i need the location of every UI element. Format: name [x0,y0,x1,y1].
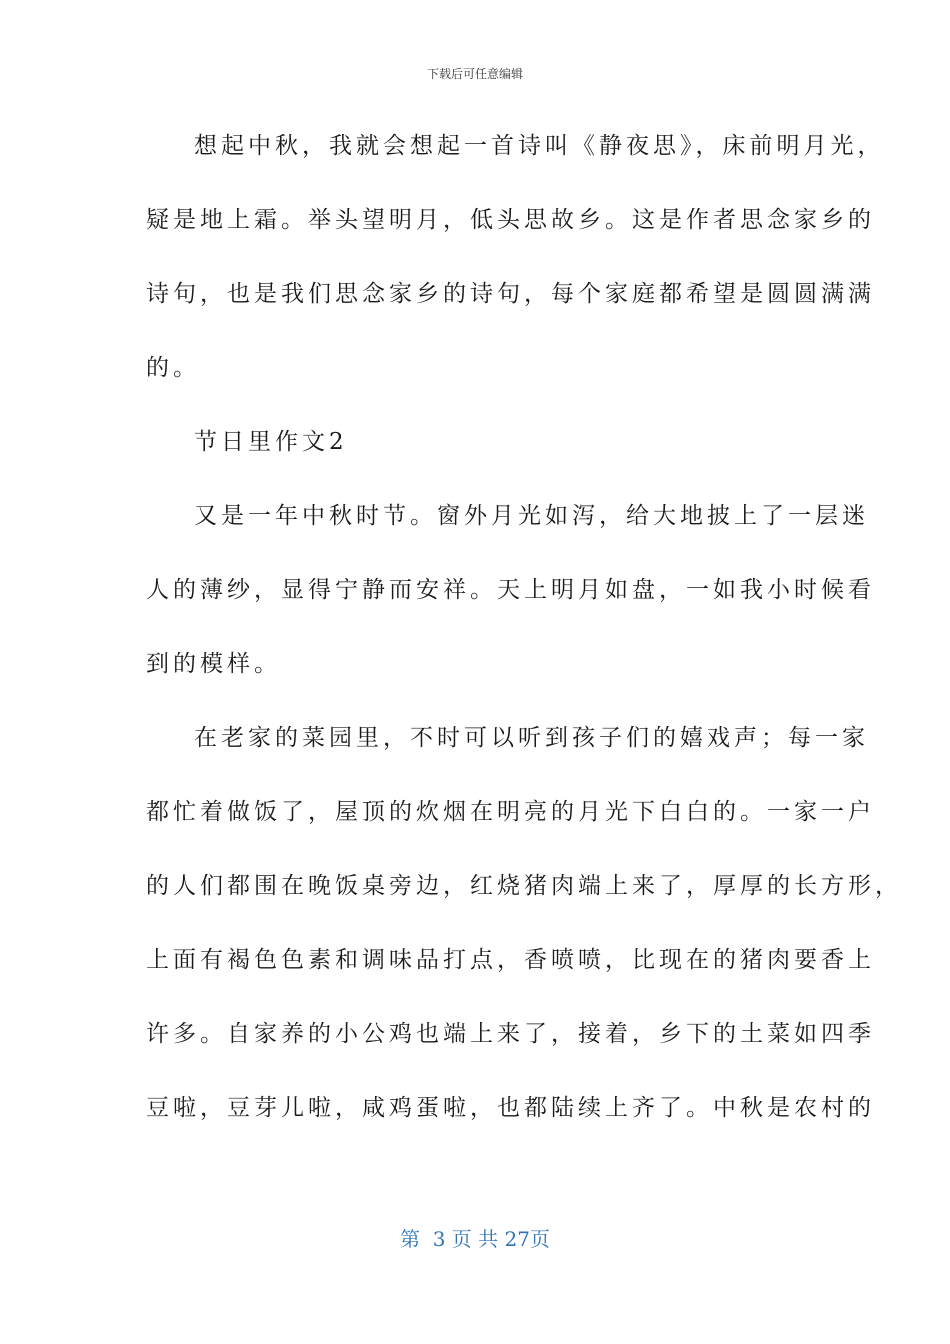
paragraph-line: 许多。自家养的小公鸡也端上来了，接着，乡下的土菜如四季 [146,1021,875,1047]
paragraph-line: 的。 [146,355,200,381]
paragraph-line: 疑是地上霜。举头望明月，低头思故乡。这是作者思念家乡的 [146,207,875,233]
paragraph-line: 诗句，也是我们思念家乡的诗句，每个家庭都希望是圆圆满满 [146,281,875,307]
paragraph-line: 的人们都围在晚饭桌旁边，红烧猪肉端上来了，厚厚的长方形， [146,873,902,899]
document-body [146,118,902,1154]
paragraph-line: 都忙着做饭了，屋顶的炊烟在明亮的月光下白白的。一家一户 [146,799,875,825]
section-heading: 节日里作文2 [194,429,348,455]
paragraph-line: 豆啦，豆芽儿啦，咸鸡蛋啦，也都陆续上齐了。中秋是农村的 [146,1095,875,1121]
paragraph-line: 人的薄纱，显得宁静而安祥。天上明月如盘，一如我小时候看 [146,577,875,603]
paragraph-line: 又是一年中秋时节。窗外月光如泻，给大地披上了一层迷 [194,503,869,529]
page-header: 下载后可任意编辑 [426,67,523,81]
paragraph-line: 在老家的菜园里，不时可以听到孩子们的嬉戏声；每一家 [194,725,869,751]
paragraph-line: 想起中秋，我就会想起一首诗叫《静夜思》，床前明月光， [194,133,885,159]
paragraph-line: 上面有褐色色素和调味品打点，香喷喷，比现在的猪肉要香上 [146,947,875,973]
paragraph-line: 到的模样。 [146,651,281,677]
page-number-footer: 第 3 页 共 27页 [400,1227,550,1251]
